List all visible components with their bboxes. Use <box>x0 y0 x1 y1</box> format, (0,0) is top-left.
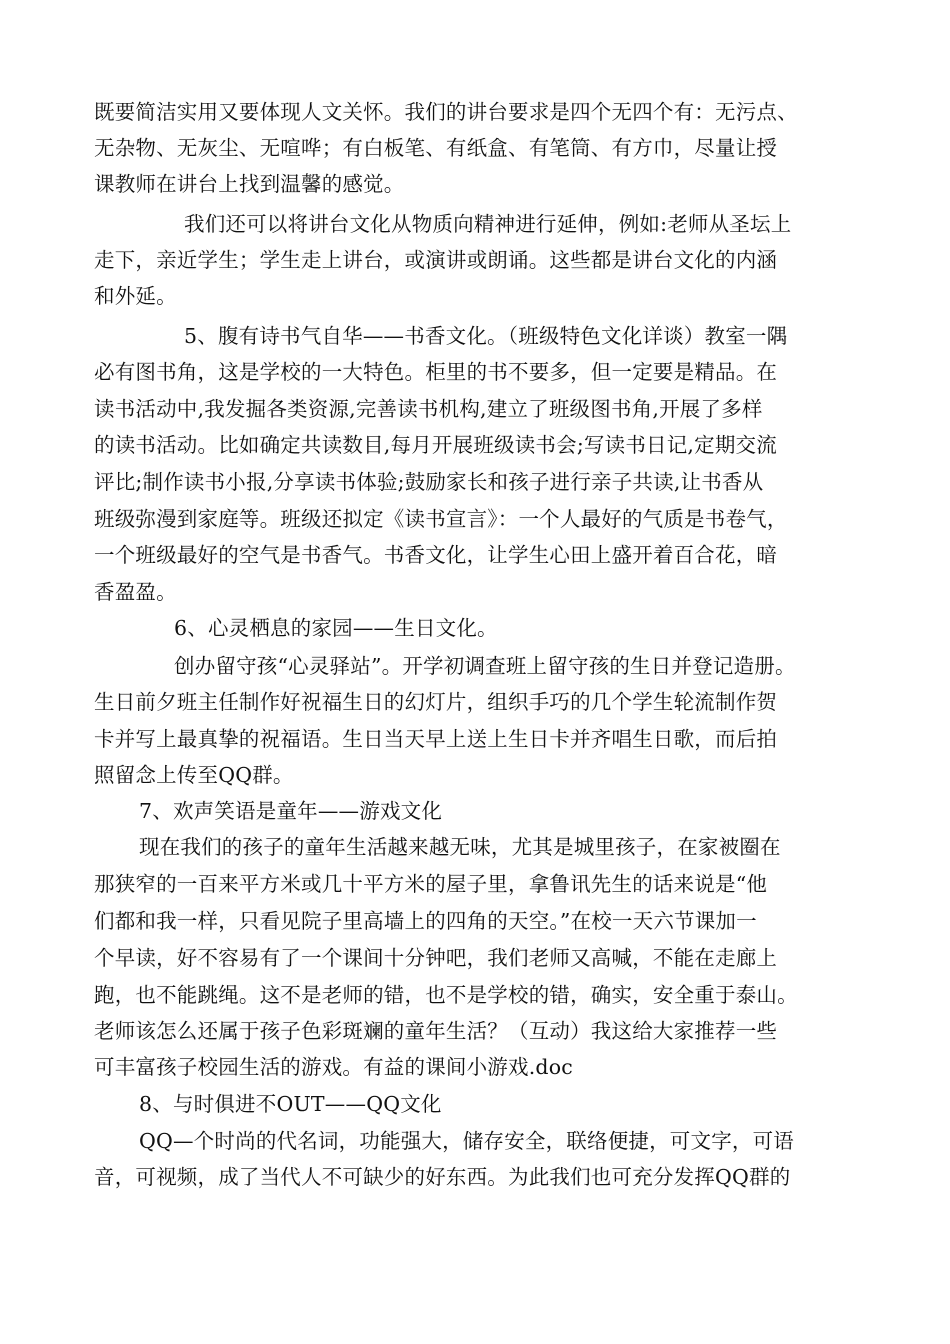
text-line: QQ—个时尚的代名词，功能强大，储存安全，联络便捷，可文字，可语 <box>139 1129 795 1153</box>
text-line: 一个班级最好的空气是书香气。书香文化，让学生心田上盛开着百合花，暗 <box>94 543 778 567</box>
text-line: 课教师在讲台上找到温馨的感觉。 <box>94 172 405 196</box>
section-heading-5: 5、腹有诗书气自华——书香文化。（班级特色文化详谈）教室一隅 <box>184 324 788 348</box>
text-line: 们都和我一样，只看见院子里高墙上的四角的天空。”在校一天六节课加一 <box>94 909 757 933</box>
text-line: 卡并写上最真挚的祝福语。生日当天早上送上生日卡并齐唱生日歌，而后拍 <box>94 727 778 751</box>
text-line: 老师该怎么还属于孩子色彩斑斓的童年生活？（互动）我这给大家推荐一些 <box>94 1019 778 1043</box>
text-line: 无杂物、无灰尘、无喧哗；有白板笔、有纸盒、有笔筒、有方巾，尽量让授 <box>94 136 778 160</box>
text-line: 班级弥漫到家庭等。班级还拟定《读书宣言》：一个人最好的气质是书卷气， <box>94 507 788 531</box>
section-heading-8: 8、与时俱进不OUT——QQ文化 <box>139 1092 442 1116</box>
text-line: 个早读，好不容易有了一个课间十分钟吧，我们老师又高喊，不能在走廊上 <box>94 946 778 970</box>
text-line: 必有图书角，这是学校的一大特色。柜里的书不要多，但一定要是精品。在 <box>94 360 778 384</box>
text-line: 香盈盈。 <box>94 580 177 604</box>
text-line: 和外延。 <box>94 284 177 308</box>
text-line: 跑，也不能跳绳。这不是老师的错，也不是学校的错，确实，安全重于泰山。 <box>94 983 798 1007</box>
text-line: 音，可视频，成了当代人不可缺少的好东西。为此我们也可充分发挥QQ群的 <box>94 1165 791 1189</box>
text-line: 那狭窄的一百来平方米或几十平方米的屋子里，拿鲁讯先生的话来说是“他 <box>94 872 768 896</box>
section-heading-6: 6、心灵栖息的家园——生日文化。 <box>174 616 498 640</box>
text-line: 读书活动中,我发掘各类资源,完善读书机构,建立了班级图书角,开展了多样 <box>94 397 763 421</box>
text-line: 的读书活动。比如确定共读数目,每月开展班级读书会;写读书日记,定期交流 <box>94 433 777 457</box>
text-line: 创办留守孩“心灵驿站”。开学初调查班上留守孩的生日并登记造册。 <box>174 654 796 678</box>
section-heading-7: 7、欢声笑语是童年——游戏文化 <box>139 799 443 823</box>
text-line: 照留念上传至QQ群。 <box>94 763 294 787</box>
text-line: 评比;制作读书小报,分享读书体验;鼓励家长和孩子进行亲子共读,让书香从 <box>94 470 764 494</box>
text-line: 走下，亲近学生；学生走上讲台，或演讲或朗诵。这些都是讲台文化的内涵 <box>94 248 778 272</box>
text-line: 现在我们的孩子的童年生活越来越无味，尤其是城里孩子，在家被圈在 <box>139 835 781 859</box>
text-line: 可丰富孩子校园生活的游戏。有益的课间小游戏.doc <box>94 1055 573 1079</box>
text-line: 生日前夕班主任制作好祝福生日的幻灯片，组织手巧的几个学生轮流制作贺 <box>94 690 778 714</box>
text-line: 我们还可以将讲台文化从物质向精神进行延伸，例如:老师从圣坛上 <box>184 212 792 236</box>
text-line: 既要简洁实用又要体现人文关怀。我们的讲台要求是四个无四个有：无污点、 <box>94 100 798 124</box>
